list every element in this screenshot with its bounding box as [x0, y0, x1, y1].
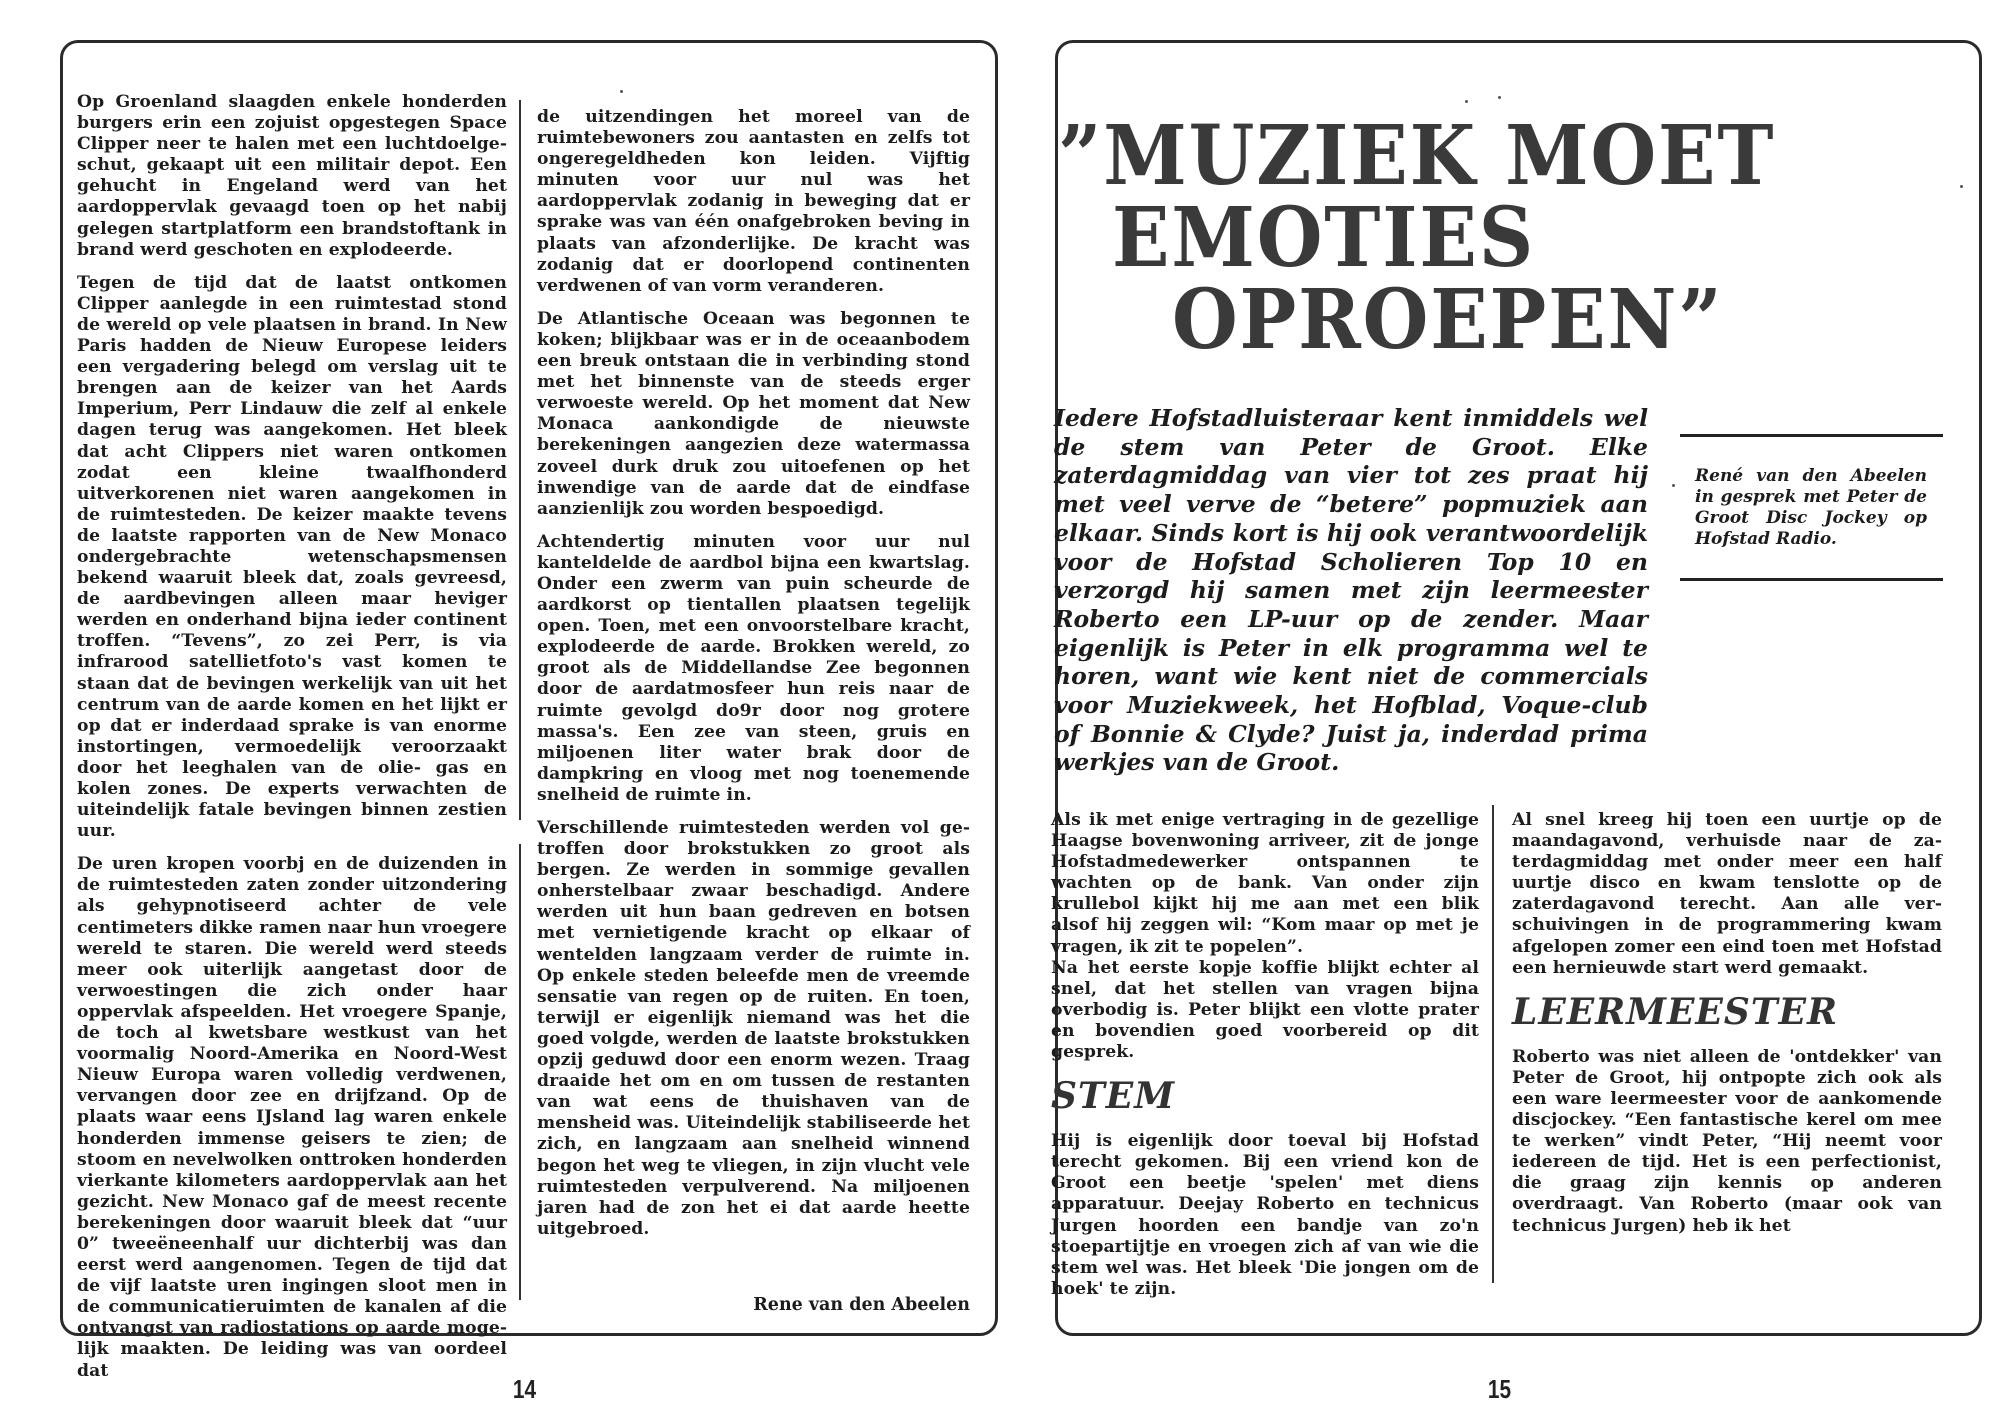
print-speck [620, 90, 623, 93]
right-page-column-1 [1051, 810, 1479, 1300]
headline-line-1: ”MUZIEK MOET [1058, 108, 1776, 204]
page-number: 14 [512, 1374, 537, 1404]
headline-line-2: EMOTIES [1112, 190, 1536, 286]
right-page-column-2 [1512, 810, 1942, 1237]
paragraph: Tegen de tijd dat de laatst ontkomen Clipper aanlegde in een ruimtestad stond de wereld op vele plaatsen in brand. In New Paris hadden de Nieuw Europese leiders een vergadering belegd om verslag uit te brengen aan de keizer van het Aards Imperium, Perr Lindauw die zelf al enkele dagen terug was aangekomen. Het bleek dat acht Clippers niet waren ontkomen zodat een kleine twaalfhonderd uitverkorenen niet waren aangekomen in de ruimtesteden. De keizer maakte tevens de laatste rapporten van de New Monaco ondergebrachte wetenschapsmensen bekend waaruit bleek dat, zoals gevreesd, de aardbevingen alleen maar heviger werden en onderhand bijna ieder continent troffen. “Tevens”, zo zei Perr, is via infrarood satellietfoto's vast komen te staan dat de bevingen werkelijk van uit het centrum van de aarde komen en het lijkt er op dat er inderdaad sprake is van enorme instortingen, vermoedelijk veroorzaakt door het leeghalen van de olie- gas en kolen zones. De experts verwachten de uiteindelijk fatale bevingen binnen zestien uur. [77, 272, 507, 842]
column-divider [1492, 805, 1494, 1283]
paragraph: Al snel kreeg hij toen een uurtje op de maandagavond, verhuisde naar de zaterdagmiddag met onder meer een half uurtje disco en kwam tenslotte op de zaterdagavond terecht. Aan alle verschuivingen in de programmering kwam afgelopen zomer een eind toen met Hofstad een hernieuwde start werd gemaakt. [1512, 810, 1942, 978]
intro-paragraph: Iedere Hofstadluisteraar kent inmiddels wel de stem van Peter de Groot. Elke zaterdagmiddag van vier tot zes praat hij met veel verve de “betere” popmuziek aan elkaar. Sinds kort is hij ook verantwoordelijk voor de Hofstad Scholieren Top 10 en verzorgd hij samen met zijn leermeester Roberto een LP-uur op de zender. Maar eigenlijk is Peter in elk programma wel te horen, want wie kent niet de commercials voor Muziekweek, het Hofblad, Voque-club of Bonnie & Clyde? Juist ja, inderdad prima werkjes van de Groot. [1054, 404, 1648, 777]
paragraph: Als ik met enige vertraging in de gezellige Haagse bovenwoning arriveer, zit de jonge Hofstadmedewerker ontspannen te wachten op de bank. Van onder zijn krullebol kijkt hij me aan met een blik alsof hij zeggen wil: “Kom maar op met je vragen, ik zit te popelen”. [1051, 810, 1479, 957]
paragraph: De uren kropen voorbj en de duizenden in de ruimtesteden zaten zonder uitzondering als gehypnotiseerd achter de vele centimeters dikke ramen naar hun vroegere wereld te staren. Die wereld werd steeds meer ook uiterlijk aangetast door de verwoestingen die zich onder haar oppervlak afspeelden. Het vroegere Spanje, de toch al kwetsbare westkust van het voormalig Noord-Amerika en Noord-West Nieuw Europa waren volledig verdwenen, vervangen door zee en drijfzand. Op de plaats waar eens IJsland lag waren enkele honderden immense geisers te zien; de stoom en nevelwolken onttroken honderden vierkante kilometers aardoppervlak aan het gezicht. New Monaco gaf de meest recente berekeningen door waaruit bleek dat “uur 0” tweeëneenhalf uur dichterbij was dan eerst werd aangenomen. Tegen de tijd dat de vijf laatste uren ingingen sloot men in de communicatieruimten de kanalen af die ontvangst van radiostations op aarde mogelijk maakten. De leiding was van oordeel dat [77, 854, 507, 1381]
left-page-column-2 [537, 107, 970, 1240]
left-page-column-1 [77, 92, 507, 1382]
print-speck [1672, 484, 1675, 487]
headline-line-3: OPROEPEN” [1172, 272, 1724, 368]
print-speck [1960, 185, 1963, 188]
paragraph: Achtendertig minuten voor uur nul kanteldelde de aardbol bijna een kwartslag. Onder een zwerm van puin scheurde de aardkorst op tientallen plaatsen tegelijk open. Toen, met een onvoorstelbare kracht, explodeerde de aarde. Brokken wereld, zo groot als de Middellandse Zee begonnen door de aardatmosfeer hun reis naar de ruimte gevolgd do9r door nog grotere massa's. Een zee van steen, gruis en miljoenen liter water brak door de dampkring en vloog met nog toenemende snelheid de ruimte in. [537, 531, 970, 805]
paragraph: de uitzendingen het moreel van de ruimtebewoners zou aantasten en zelfs tot ongeregeldheden kon leiden. Vijftig minuten voor uur nul was het aardoppervlak zodanig in beweging dat er sprake was van één onafgebroken beving in plaats van afzonderlijke. De kracht was zodanig dat er doorlopend continenten verdwenen of van vorm veranderen. [537, 107, 970, 296]
paragraph: De Atlantische Oceaan was begonnen te koken; blijkbaar was er in de oceaanbodem een breuk ontstaan die in verbinding stond met het binnenste van de steeds erger verwoeste wereld. Op het moment dat New Monaca aankondigde de nieuwste berekeningen aangezien deze watermassa zoveel durk druk zou uitoefenen op het inwendige van de aarde dat de eindfase aanzienlijk zou worden bespoedigd. [537, 308, 970, 519]
paragraph: Op Groenland slaagden enkele honderden burgers erin een zojuist opgestegen Space Clipper neer te halen met een luchtdoelgeschut, gekaapt uit een militair depot. Een gehucht in Engeland werd van het aardoppervlak gevaagd toen op het nabij gelegen startplatform een brandstoftank in brand werd geschoten en explodeerde. [77, 92, 507, 260]
subhead-leermeester: LEERMEESTER [1512, 990, 1838, 1033]
sidebar-rule-top [1680, 434, 1943, 437]
subhead-stem: STEM [1051, 1075, 1176, 1118]
print-speck [1465, 100, 1468, 103]
sidebar-rule-bottom [1680, 578, 1943, 581]
print-speck [1498, 96, 1501, 99]
paragraph: Na het eerste kopje koffie blijkt echter al snel, dat het stellen van vragen bijna overbodig is. Peter blijkt een vlotte prater en bovendien goed voorbereid op dit gesprek. [1051, 957, 1479, 1063]
paragraph: Hij is eigenlijk door toeval bij Hofstad terecht gekomen. Bij een vriend kon de Groot een beetje 'spelen' met diens apparatuur. Deejay Roberto en technicus Jurgen hoorden een bandje van zo'n stoepartijtje en vroegen zich af van wie die stem wel was. Het bleek 'Die jongen om de hoek' te zijn. [1051, 1131, 1479, 1299]
sidebar-credit: René van den Abeelen in gesprek met Peter de Groot Disc Jockey op Hofstad Radio. [1695, 466, 1927, 549]
byline: Rene van den Abeelen [753, 1295, 970, 1315]
paragraph: Roberto was niet alleen de 'ontdekker' van Peter de Groot, hij ontpopte zich ook als een ware leermeester voor de aankomende discjockey. “Een fantastische kerel om mee te werken” vindt Peter, “Hij neemt voor iedereen de tijd. Het is een perfectionist, die graag zijn kennis op anderen overdraagt. Van Roberto (maar ook van technicus Jurgen) heb ik het [1512, 1046, 1942, 1236]
column-divider [519, 100, 521, 1300]
paragraph: Verschillende ruimtesteden werden vol getroffen door brokstukken zo groot als bergen. Ze werden in sommige gevallen onherstelbaar zwaar beschadigd. Andere werden uit hun baan gedreven en botsen met vernietigende kracht op elkaar of wentelden langzaam verder de ruimte in. Op enkele steden beleefde men de vreemde sensatie van regen op de ruiten. En toen, terwijl er eigenlijk niemand was het die goed volgde, werden de laatste brokstukken opzij geduwd door een enorm wezen. Traag draaide het om en om tussen de restanten van wat eens de thuishaven van de mensheid was. Uiteindelijk stabiliseerde het zich, en langzaam aan snelheid winnend begon het weg te vliegen, in zijn vlucht vele ruimtesteden verpulverend. Na miljoenen jaren had de zon het ei dat aarde heette uitgebroed. [537, 818, 970, 1239]
page-number: 15 [1487, 1374, 1512, 1404]
